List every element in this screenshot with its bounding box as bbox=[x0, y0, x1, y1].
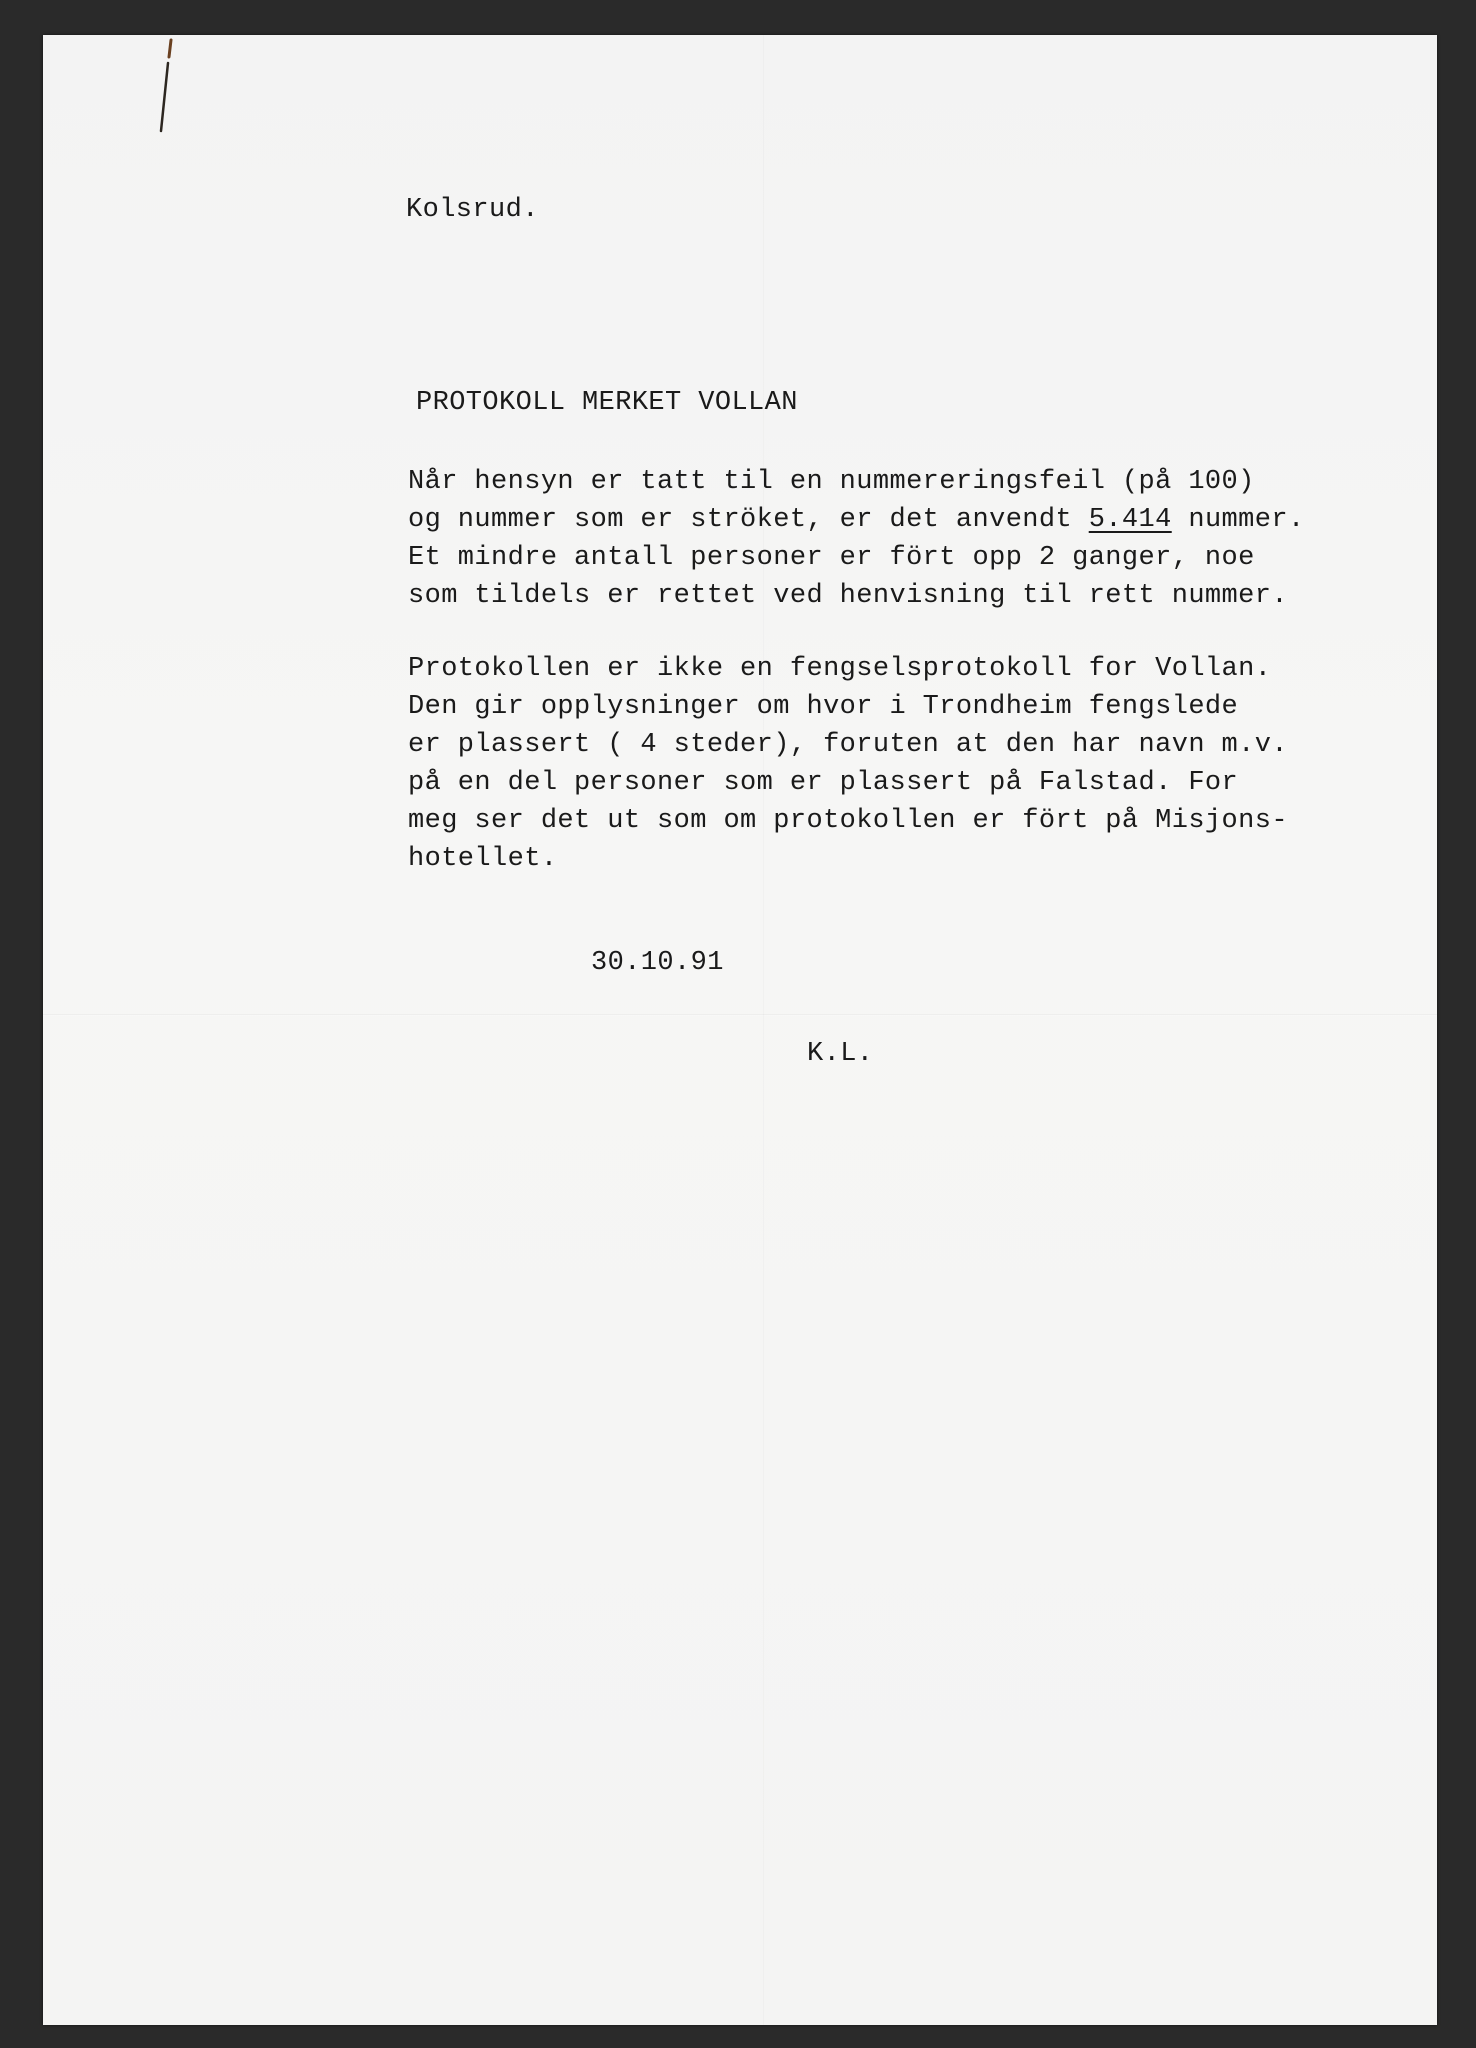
paragraph-2-line-1: Protokollen er ikke en fengselsprotokoll for Vollan. bbox=[408, 654, 1272, 684]
paragraph-2-line-2: Den gir opplysninger om hvor i Trondheim fengslede bbox=[408, 692, 1239, 722]
document-title: PROTOKOLL MERKET VOLLAN bbox=[416, 388, 798, 418]
paragraph-2-line-4: på en del personer som er plassert på Falstad. For bbox=[408, 768, 1239, 798]
paragraph-2-line-3: er plassert ( 4 steder), foruten at den har navn m.v. bbox=[408, 730, 1288, 760]
document-date: 30.10.91 bbox=[591, 948, 724, 978]
paragraph-1-line-1: Når hensyn er tatt til en nummereringsfeil (på 100) bbox=[408, 467, 1255, 497]
paragraph-2 bbox=[408, 650, 1288, 878]
document-page bbox=[43, 35, 1437, 2025]
paragraph-2-line-5: meg ser det ut som om protokollen er fört på Misjons- bbox=[408, 806, 1288, 836]
paragraph-1-line-3: Et mindre antall personer er fört opp 2 ganger, noe bbox=[408, 543, 1255, 573]
document-heading: Kolsrud. bbox=[406, 195, 539, 225]
paper-fold bbox=[43, 1014, 1437, 1016]
paragraph-1-line-2 bbox=[408, 501, 1305, 539]
pen-stroke-marks bbox=[43, 35, 183, 155]
line-2-text-after: nummer. bbox=[1171, 505, 1305, 535]
underlined-number: 5.414 bbox=[1088, 505, 1172, 535]
paragraph-2-line-6: hotellet. bbox=[408, 844, 558, 874]
paragraph-1 bbox=[408, 463, 1305, 615]
signature-initials: K.L. bbox=[807, 1039, 874, 1069]
paper-fold-vertical bbox=[763, 35, 764, 2025]
paragraph-1-line-4: som tildels er rettet ved henvisning til rett nummer. bbox=[408, 581, 1288, 611]
line-2-text-before: og nummer som er ströket, er det anvendt bbox=[408, 505, 1089, 535]
